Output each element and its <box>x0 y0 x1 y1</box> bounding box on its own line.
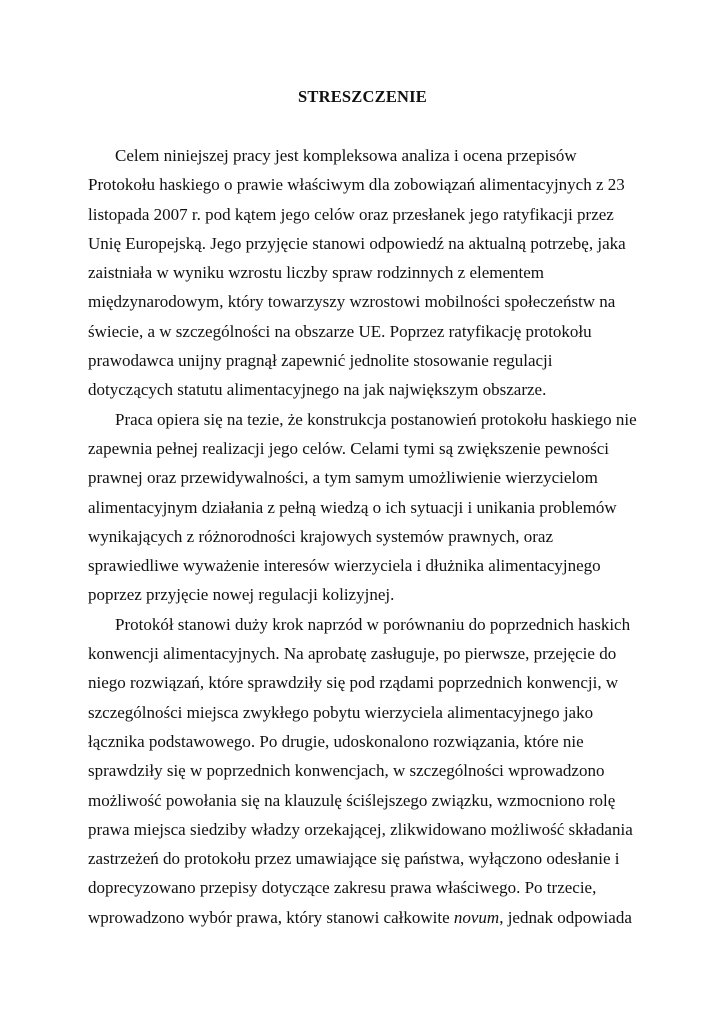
text-line: Protokół stanowi duży krok naprzód w porównaniu do poprzednich haskich <box>115 614 631 634</box>
text-line: Praca opiera się na tezie, że konstrukcja postanowień protokołu haskiego nie <box>115 409 637 429</box>
page-title: STRESZCZENIE <box>298 87 427 106</box>
text-line: doprecyzowano przepisy dotyczące zakresu prawa właściwego. Po trzecie, <box>88 878 597 898</box>
text-line: zastrzeżeń do protokołu przez umawiające się państwa, wyłączono odesłanie i <box>88 849 620 869</box>
text-line: Unię Europejską. Jego przyjęcie stanowi odpowiedź na aktualną potrzebę, jaka <box>88 233 626 253</box>
text-line: prawodawca unijny pragnął zapewnić jednolite stosowanie regulacji <box>88 351 553 371</box>
text-line: sprawiedliwe wyważenie interesów wierzyciela i dłużnika alimentacyjnego <box>88 556 601 576</box>
text-line: poprzez przyjęcie nowej regulacji kolizyjnej. <box>88 585 395 605</box>
text-line: listopada 2007 r. pod kątem jego celów oraz przesłanek jego ratyfikacji przez <box>88 204 614 224</box>
text-line: zapewnia pełnej realizacji jego celów. Celami tymi są zwiększenie pewności <box>88 438 609 458</box>
text-line: międzynarodowym, który towarzyszy wzrostowi mobilności społeczeństw na <box>88 292 616 312</box>
text-line: Celem niniejszej pracy jest kompleksowa analiza i ocena przepisów <box>115 146 577 165</box>
abstract-body <box>88 141 648 932</box>
italic-term: novum <box>453 907 500 927</box>
text-line: dotyczących statutu alimentacyjnego na jak największym obszarze. <box>88 380 547 400</box>
text-line: prawnej oraz przewidywalności, a tym samym umożliwienie wierzycielom <box>88 468 598 488</box>
text-line: niego rozwiązań, które sprawdziły się pod rządami poprzednich konwencji, w <box>88 673 619 693</box>
text-segment: wprowadzono wybór prawa, który stanowi całkowite <box>88 907 454 927</box>
text-line: świecie, a w szczególności na obszarze UE. Poprzez ratyfikację protokołu <box>88 321 592 341</box>
text-line: Protokołu haskiego o prawie właściwym dla zobowiązań alimentacyjnych z 23 <box>88 175 625 195</box>
text-line: sprawdziły się w poprzednich konwencjach, w szczególności wprowadzono <box>88 761 605 781</box>
text-line: prawa miejsca siedziby władzy orzekającej, zlikwidowano możliwość składania <box>88 819 633 839</box>
text-line: łącznika podstawowego. Po drugie, udoskonalono rozwiązania, które nie <box>88 731 584 751</box>
text-line: alimentacyjnym działania z pełną wiedzą o ich sytuacji i unikania problemów <box>88 497 617 517</box>
text-line: zaistniała w wyniku wzrostu liczby spraw rodzinnych z elementem <box>88 263 545 283</box>
text-line: konwencji alimentacyjnych. Na aprobatę zasługuje, po pierwsze, przejęcie do <box>88 644 617 664</box>
text-segment: , jednak odpowiada <box>499 907 632 927</box>
text-line: możliwość powołania się na klauzulę ściślejszego związku, wzmocniono rolę <box>88 790 616 810</box>
text-line: szczególności miejsca zwykłego pobytu wierzyciela alimentacyjnego jako <box>88 702 594 722</box>
text-line-last <box>88 903 648 932</box>
text-line: wynikających z różnorodności krajowych systemów prawnych, oraz <box>88 526 553 546</box>
